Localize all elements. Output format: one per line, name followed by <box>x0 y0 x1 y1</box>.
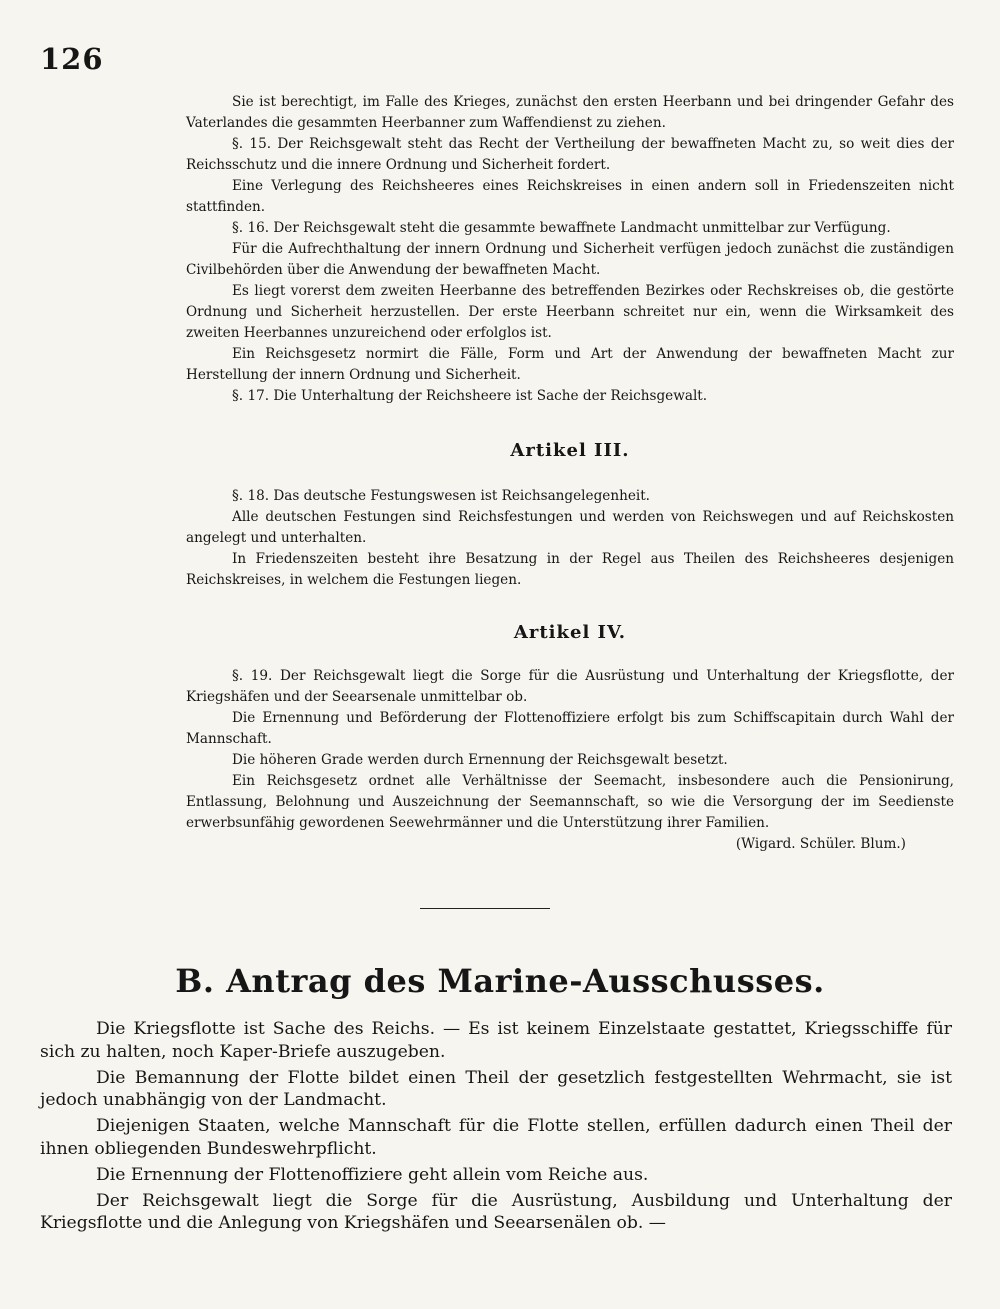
paragraph: Die Bemannung der Flotte bildet einen Theil der gesetzlich festgestellten Wehrmacht, sie ist jedoch unabhängig von der Landmacht. <box>40 1067 952 1110</box>
paragraph: Der Reichsgewalt liegt die Sorge für die Ausrüstung, Ausbildung und Unterhaltung der Kriegsflotte und die Anlegung von Kriegshäfen und Seearsenälen ob. — <box>40 1190 952 1233</box>
paragraph: Eine Verlegung des Reichsheeres eines Reichskreises in einen andern soll in Friedenszeiten nicht stattfinden. <box>186 178 954 215</box>
paragraph: Es liegt vorerst dem zweiten Heerbanne des betreffenden Bezirkes oder Rechskreises ob, die gestörte Ordnung und Sicherheit herzustellen. Der erste Heerbann schreitet nur ein, wenn die Wirksamkeit des zweiten Heerbannes unzureichend oder erfolglos ist. <box>186 283 954 341</box>
paragraph: Die höheren Grade werden durch Ernennung der Reichsgewalt besetzt. <box>232 752 728 768</box>
page-number: 126 <box>40 42 104 76</box>
article-heading-iii: Artikel III. <box>510 440 630 461</box>
paragraph: Sie ist berechtigt, im Falle des Krieges, zunächst den ersten Heerbann und bei dringender Gefahr des Vaterlandes die gesammten Heerbanner zum Waffendienst zu ziehen. <box>186 94 954 131</box>
paragraph: Die Ernennung und Beförderung der Flottenoffiziere erfolgt bis zum Schiffscapitain durch Wahl der Mannschaft. <box>186 710 954 747</box>
paragraph: Ein Reichsgesetz ordnet alle Verhältnisse der Seemacht, insbesondere auch die Pensionirung, Entlassung, Belohnung und Auszeichnung der Seemannschaft, so wie die Versorgung der im Seedienste erwerbsunfähig gewordenen Seewehrmänner und die Unterstützung ihrer Familien. <box>186 773 954 831</box>
paragraph: §. 18. Das deutsche Festungswesen ist Reichsangelegenheit. <box>232 488 651 504</box>
paragraph: §. 15. Der Reichsgewalt steht das Recht der Vertheilung der bewaffneten Macht zu, so weit dies der Reichsschutz und die innere Ordnung und Sicherheit fordert. <box>186 136 954 173</box>
text-block-section-b <box>40 1018 952 1238</box>
signature: (Wigard. Schüler. Blum.) <box>735 836 906 852</box>
paragraph: In Friedenszeiten besteht ihre Besatzung in der Regel aus Theilen des Reichsheeres desjenigen Reichskreises, in welchem die Festungen liegen. <box>186 551 954 588</box>
paragraph: Die Kriegsflotte ist Sache des Reichs. — Es ist keinem Einzelstaate gestattet, Kriegsschiffe für sich zu halten, noch Kaper-Briefe auszugeben. <box>40 1019 952 1062</box>
paragraph: Diejenigen Staaten, welche Mannschaft für die Flotte stellen, erfüllen dadurch einen Theil der ihnen obliegenden Bundeswehrpflicht. <box>40 1116 952 1159</box>
paragraph: §. 17. Die Unterhaltung der Reichsheere ist Sache der Reichsgewalt. <box>232 388 708 404</box>
section-divider <box>420 908 550 909</box>
paragraph: §. 19. Der Reichsgewalt liegt die Sorge für die Ausrüstung und Unterhaltung der Kriegsflotte, der Kriegshäfen und der Seearsenale unmittelbar ob. <box>186 668 954 705</box>
paragraph: Alle deutschen Festungen sind Reichsfestungen und werden von Reichswegen und auf Reichskosten angelegt und unterhalten. <box>186 509 954 546</box>
article-heading-iv: Artikel IV. <box>513 622 627 643</box>
text-block-paragraph-18 <box>186 486 954 591</box>
paragraph: Die Ernennung der Flottenoffiziere geht allein vom Reiche aus. <box>96 1164 649 1185</box>
section-heading: B. Antrag des Marine-Ausschusses. <box>175 962 825 1000</box>
paragraph: §. 16. Der Reichsgewalt steht die gesammte bewaffnete Landmacht unmittelbar zur Verfügung. <box>232 220 891 236</box>
paragraph: Für die Aufrechthaltung der innern Ordnung und Sicherheit verfügen jedoch zunächst die zuständigen Civilbehörden über die Anwendung der bewaffneten Macht. <box>186 241 954 278</box>
paragraph: Ein Reichsgesetz normirt die Fälle, Form und Art der Anwendung der bewaffneten Macht zur Herstellung der innern Ordnung und Sicherheit. <box>186 346 954 383</box>
text-block-paragraph-19 <box>186 666 954 855</box>
text-block-paragraphs-15-17 <box>186 92 954 407</box>
